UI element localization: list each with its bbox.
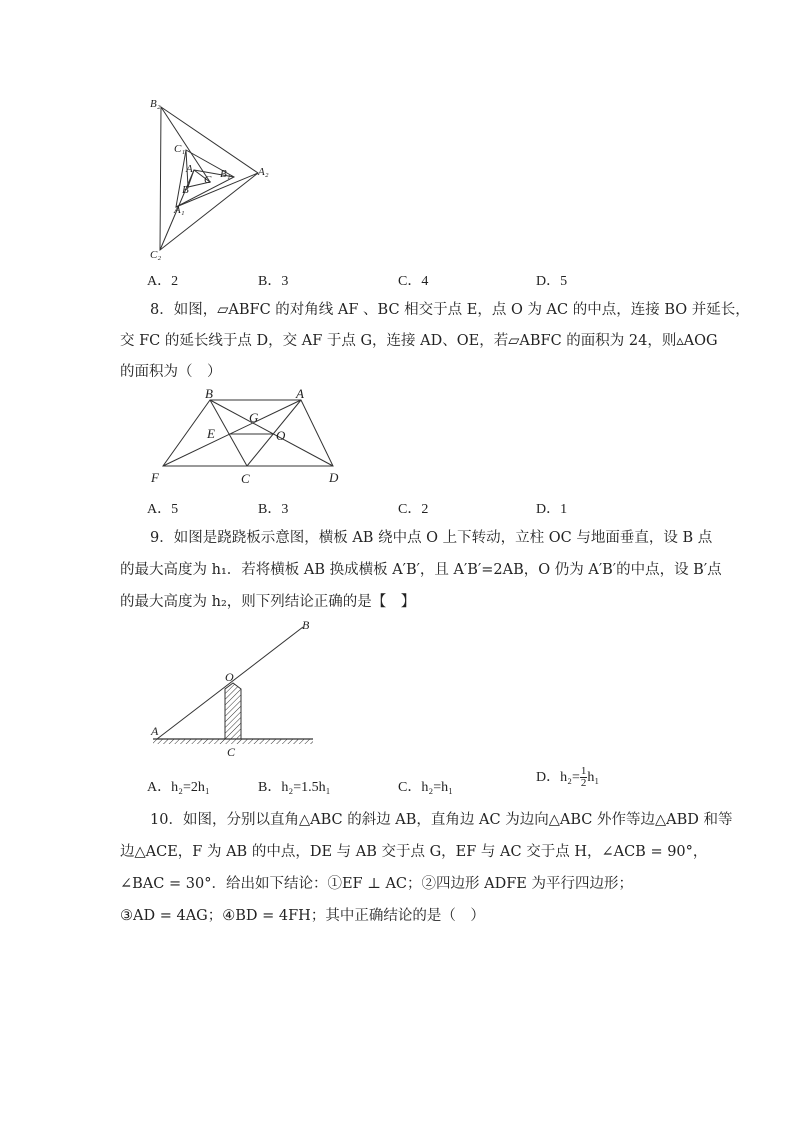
- label-c2: C₂: [150, 249, 162, 261]
- q8-option-b[interactable]: B．3: [258, 502, 289, 517]
- q7-option-c[interactable]: C．4: [398, 274, 429, 289]
- q9-label-o: O: [225, 670, 234, 684]
- label-a: A: [186, 163, 193, 175]
- q8-label-b: B: [205, 388, 213, 401]
- q8-label-d: D: [329, 470, 339, 485]
- q8-option-c[interactable]: C．2: [398, 502, 429, 517]
- q8-label-g: G: [249, 410, 259, 425]
- q9-option-c[interactable]: C．h₂=h₁: [398, 780, 453, 795]
- q9-text-line-1: 9．如图是跷跷板示意图，横板 AB 绕中点 O 上下转动，立柱 OC 与地面垂直，设 B 点: [150, 530, 713, 546]
- q8-label-e: E: [207, 426, 215, 441]
- label-a1: A₁: [174, 204, 185, 216]
- q9-label-b: B: [302, 618, 310, 632]
- figure-q7: [140, 95, 300, 265]
- q8-label-c: C: [241, 471, 250, 486]
- q10-text-line-3: ∠BAC = 30°．给出如下结论：①EF ⊥ AC；②四边形 ADFE 为平行四边形；: [120, 876, 633, 892]
- q8-label-f: F: [151, 470, 159, 485]
- q8-label-a: A: [296, 388, 304, 401]
- figure-q9: [145, 615, 325, 765]
- q8-text-line-3: 的面积为（ ）: [120, 364, 222, 380]
- q7-option-b[interactable]: B．3: [258, 274, 289, 289]
- q9-option-d-suffix: h₁: [587, 770, 600, 785]
- label-a2: A₂: [258, 166, 269, 178]
- q10-text-line-1: 10．如图，分别以直角△ABC 的斜边 AB，直角边 AC 为边向△ABC 外作等边△ABD 和等: [150, 812, 733, 828]
- q7-option-d[interactable]: D．5: [536, 274, 568, 289]
- q9-option-d-prefix: D．h₂=: [536, 770, 580, 785]
- q9-text-line-3: 的最大高度为 h₂，则下列结论正确的是【 】: [120, 594, 416, 610]
- label-b2: B₂: [150, 98, 161, 110]
- q9-option-b[interactable]: B．h₂=1.5h₁: [258, 780, 331, 795]
- label-c: C: [204, 174, 212, 186]
- label-b: B: [182, 184, 189, 196]
- q8-option-d[interactable]: D．1: [536, 502, 568, 517]
- figure-q8: [145, 388, 355, 488]
- q9-option-d[interactable]: [536, 766, 599, 789]
- fraction-numerator: 1: [580, 765, 587, 778]
- q8-text-line-1: 8．如图，▱ABFC 的对角线 AF 、BC 相交于点 E，点 O 为 AC 的中点，连接 BO 并延长，: [150, 302, 750, 318]
- label-b1: B₁: [220, 168, 231, 180]
- q10-text-line-4: ③AD = 4AG；④BD = 4FH；其中正确结论的是（ ）: [120, 908, 485, 924]
- q10-text-line-2: 边△ACE，F 为 AB 的中点，DE 与 AB 交于点 G，EF 与 AC 交于点 H，∠ACB = 90°，: [120, 844, 708, 860]
- q9-option-a[interactable]: A．h₂=2h₁: [147, 780, 210, 795]
- q8-option-a[interactable]: A．5: [147, 502, 179, 517]
- q7-option-a[interactable]: A．2: [147, 274, 179, 289]
- q9-text-line-2: 的最大高度为 h₁．若将横板 AB 换成横板 A′B′，且 A′B′=2AB，O 仍为 A′B′的中点，设 B′点: [120, 562, 722, 578]
- q9-label-a: A: [151, 724, 159, 738]
- fraction-denominator: 2: [580, 777, 587, 790]
- q8-label-o: O: [276, 428, 286, 443]
- label-c1: C₁: [174, 143, 186, 155]
- q8-text-line-2: 交 FC 的延长线于点 D，交 AF 于点 G，连接 AD、OE，若▱ABFC 的面积为 24，则▵AOG: [120, 333, 718, 349]
- q9-label-c: C: [227, 745, 236, 759]
